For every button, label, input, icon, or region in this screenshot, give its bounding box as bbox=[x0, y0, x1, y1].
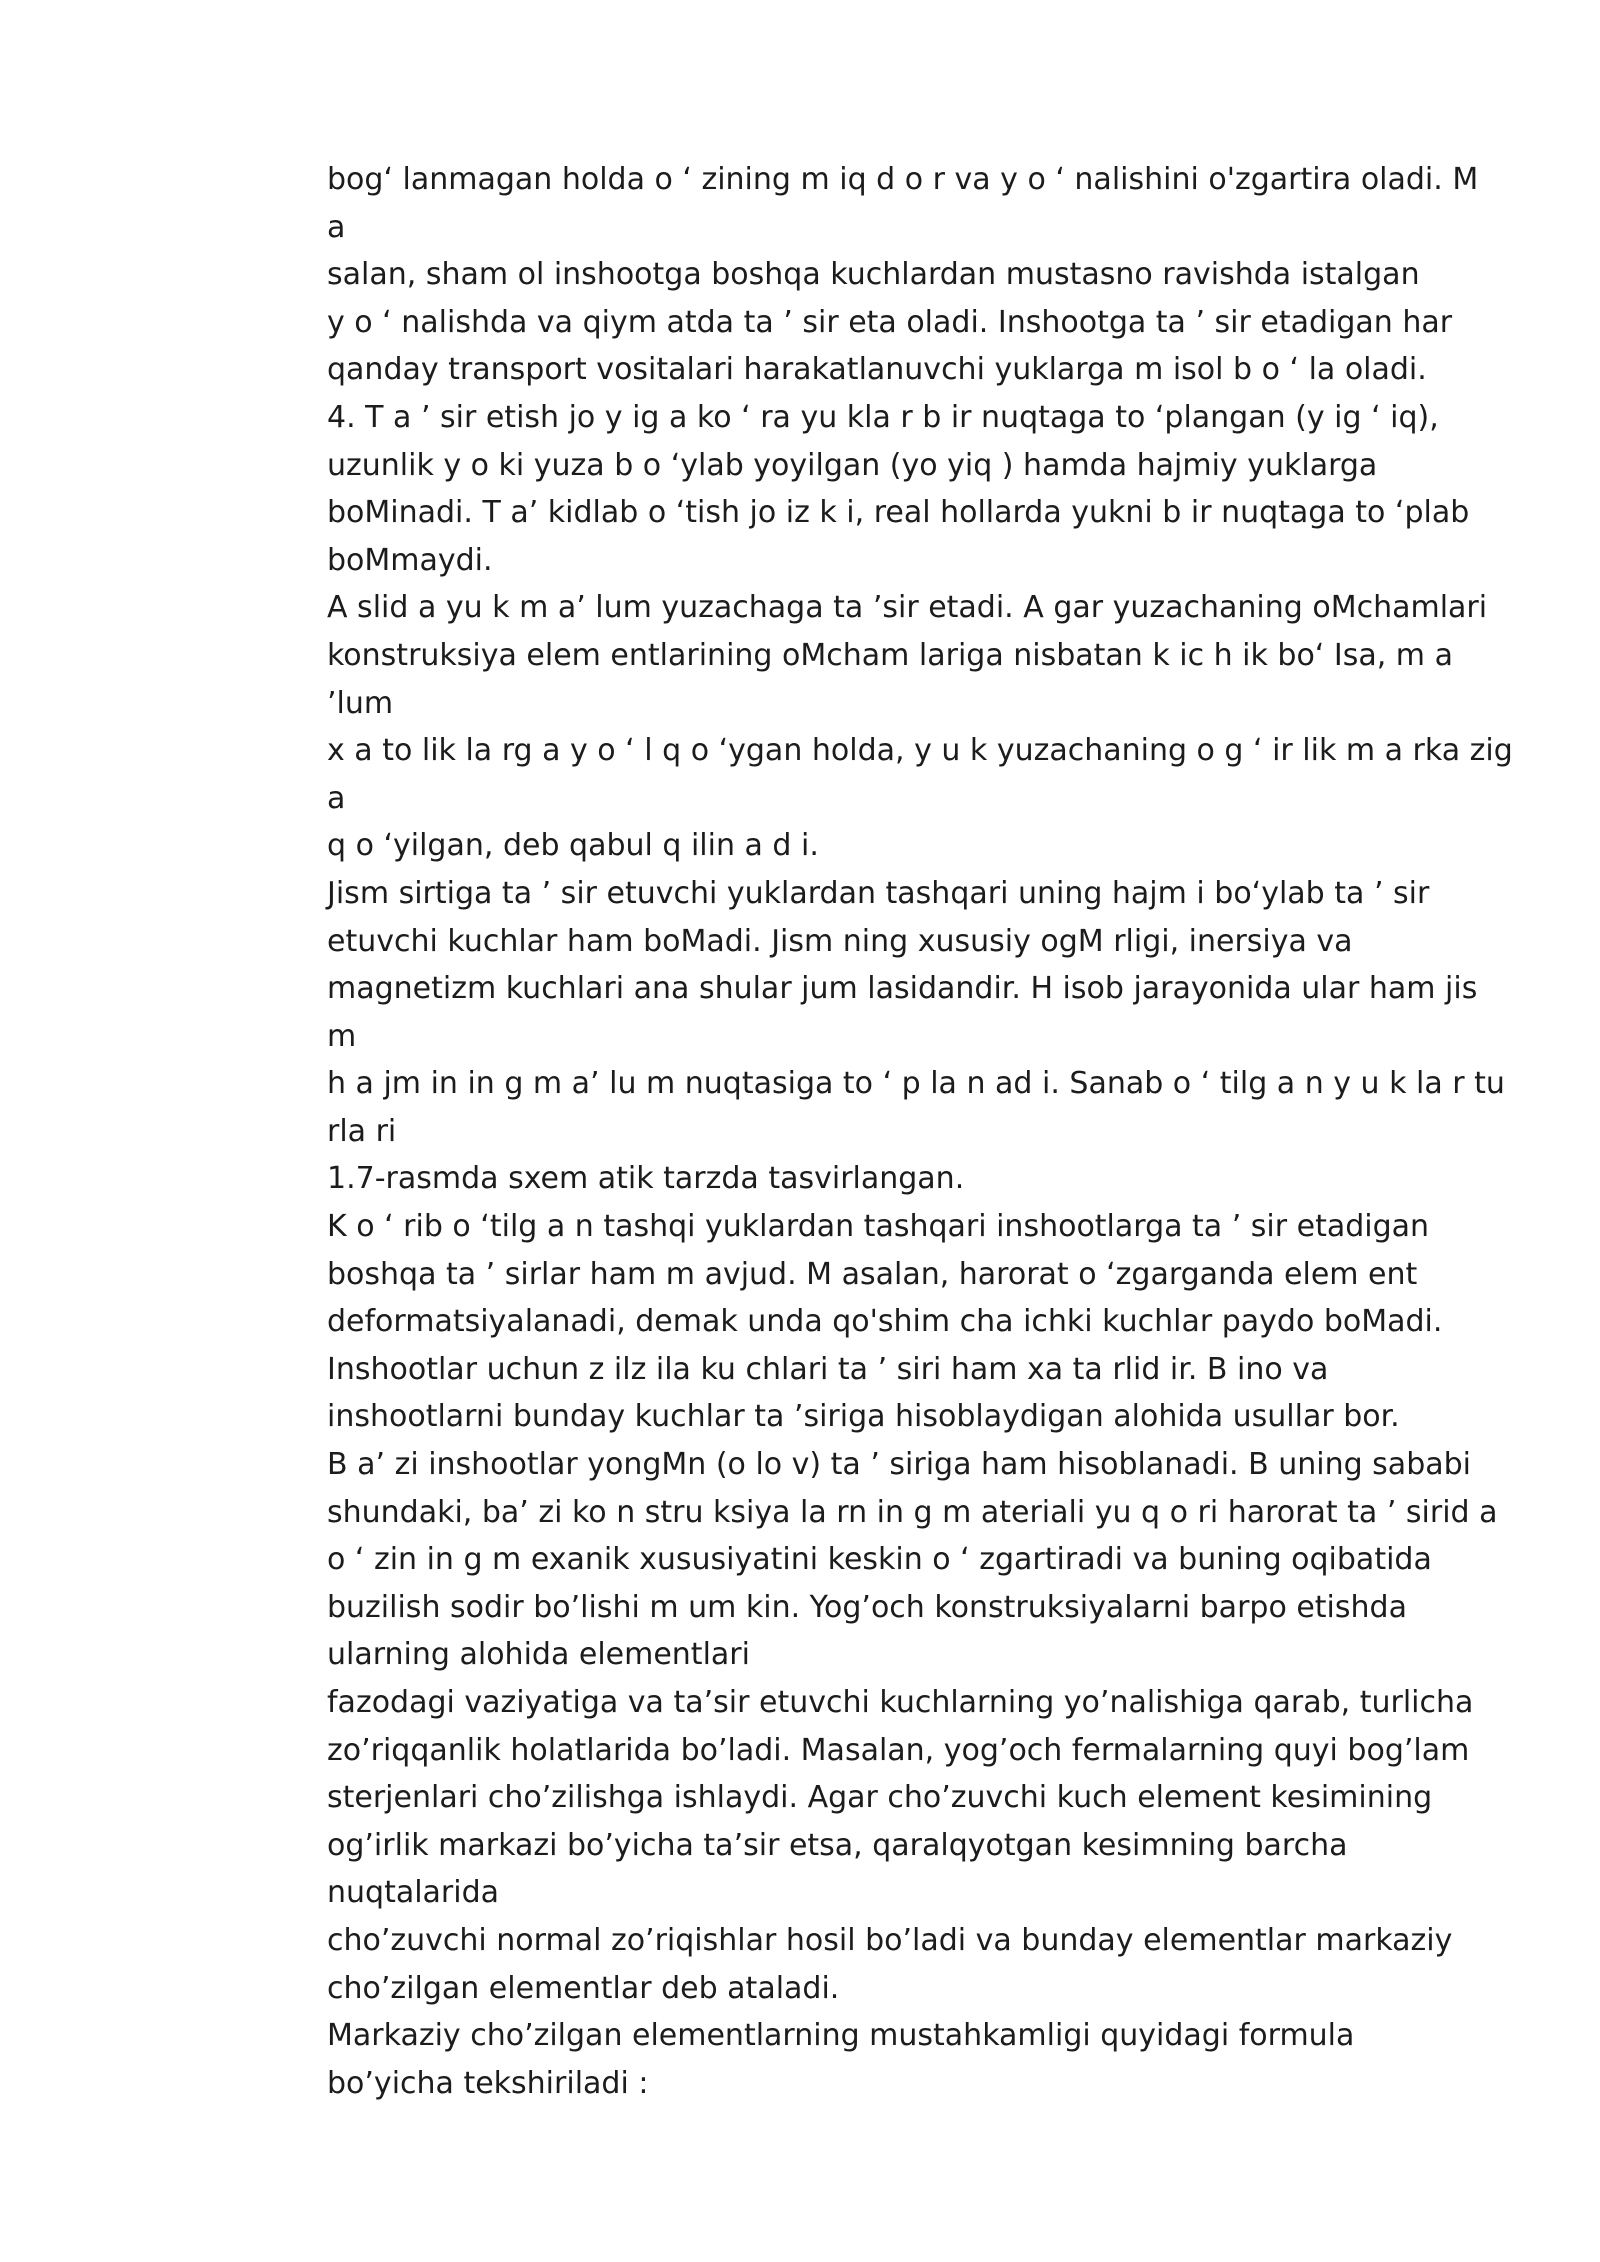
text-line: bog‘ lanmagan holda o ‘ zining m iq d o r va y o ‘ nalishini o'zgartira oladi. M bbox=[327, 162, 1479, 197]
text-line: salan, sham ol inshootga boshqa kuchlardan mustasno ravishda istalgan bbox=[327, 257, 1420, 293]
text-line: ’lum bbox=[327, 685, 394, 721]
text-line: zo’riqqanlik holatlarida bo’ladi. Masalan, yog’och fermalarning quyi bog’lam bbox=[327, 1732, 1470, 1768]
text-line: h a jm in in g m a’ lu m nuqtasiga to ‘ p la n ad i. Sanab o ‘ tilg a n y u k la r tu bbox=[327, 1066, 1505, 1102]
text-line: uzunlik y o ki yuza b o ‘ylab yoyilgan (yo yiq ) hamda hajmiy yuklarga bbox=[327, 447, 1378, 483]
body-text bbox=[327, 156, 1513, 2107]
text-line: o ‘ zin in g m exanik xususiyatini keskin o ‘ zgartiradi va buning oqibatida bbox=[327, 1542, 1432, 1578]
text-line: konstruksiya elem entlarining oMcham lariga nisbatan k ic h ik bo‘ Isa, m a bbox=[327, 637, 1453, 673]
text-line: buzilish sodir bo’lishi m um kin. Yog’och konstruksiyalarni barpo etishda bbox=[327, 1589, 1407, 1625]
text-line: B a’ zi inshootlar yongMn (o lo v) ta ’ siriga ham hisoblanadi. B uning sababi bbox=[327, 1447, 1471, 1483]
text-line: cho’zuvchi normal zo’riqishlar hosil bo’ladi va bunday elementlar markaziy bbox=[327, 1922, 1453, 1958]
text-line: inshootlarni bunday kuchlar ta ’siriga hisoblaydigan alohida usullar bor. bbox=[327, 1399, 1400, 1435]
text-line: m bbox=[327, 1018, 357, 1054]
text-line: deformatsiyalanadi, demak unda qo'shim cha ichki kuchlar paydo boMadi. bbox=[327, 1304, 1443, 1340]
text-line: rla ri bbox=[327, 1113, 397, 1149]
text-line: Markaziy cho’zilgan elementlarning mustahkamligi quyidagi formula bbox=[327, 2018, 1355, 2054]
text-line: 4. T a ’ sir etish jo y ig a ko ‘ ra yu kla r b ir nuqtaga to ‘plangan (y ig ‘ iq), bbox=[327, 399, 1439, 435]
text-line: A slid a yu k m a’ lum yuzachaga ta ’sir etadi. A gar yuzachaning oMchamlari bbox=[327, 590, 1488, 626]
text-line: boshqa ta ’ sirlar ham m avjud. M asalan, harorat o ‘zgarganda elem ent bbox=[327, 1256, 1418, 1292]
text-line: K o ‘ rib o ‘tilg a n tashqi yuklardan tashqari inshootlarga ta ’ sir etadigan bbox=[327, 1209, 1430, 1245]
text-line: cho’zilgan elementlar deb ataladi. bbox=[327, 1970, 840, 2006]
text-line: og’irlik markazi bo’yicha ta’sir etsa, qaralqyotgan kesimning barcha bbox=[327, 1827, 1348, 1863]
text-line: boMmaydi. bbox=[327, 542, 493, 578]
text-line: bo’yicha tekshiriladi : bbox=[327, 2065, 649, 2101]
text-line: y o ‘ nalishda va qiym atda ta ’ sir eta oladi. Inshootga ta ’ sir etadigan har bbox=[327, 304, 1453, 340]
text-line: boMinadi. T a’ kidlab o ‘tish jo iz k i, real hollarda yukni b ir nuqtaga to ‘plab bbox=[327, 495, 1470, 531]
text-line: nuqtalarida bbox=[327, 1875, 500, 1911]
text-line: fazodagi vaziyatiga va ta’sir etuvchi kuchlarning yo’nalishiga qarab, turlicha bbox=[327, 1685, 1474, 1720]
text-line: 1.7-rasmda sxem atik tarzda tasvirlangan. bbox=[327, 1161, 965, 1197]
text-line: Jism sirtiga ta ’ sir etuvchi yuklardan tashqari uning hajm i bo‘ylab ta ’ sir bbox=[327, 875, 1430, 911]
text-line: shundaki, ba’ zi ko n stru ksiya la rn in g m ateriali yu q o ri harorat ta ’ sirid a bbox=[327, 1494, 1498, 1530]
text-line: etuvchi kuchlar ham boMadi. Jism ning xususiy ogM rligi, inersiya va bbox=[327, 923, 1353, 959]
text-line: qanday transport vositalari harakatlanuvchi yuklarga m isol b o ‘ la oladi. bbox=[327, 352, 1427, 388]
text-line: Inshootlar uchun z ilz ila ku chlari ta ’ siri ham xa ta rlid ir. B ino va bbox=[327, 1351, 1329, 1387]
text-line: sterjenlari cho’zilishga ishlaydi. Agar cho’zuvchi kuch element kesimining bbox=[327, 1780, 1433, 1816]
text-line: x a to lik la rg a y o ‘ l q o ‘ygan holda, y u k yuzachaning o g ‘ ir lik m a rka zig bbox=[327, 733, 1513, 769]
text-line: q o ‘yilgan, deb qabul q ilin a d i. bbox=[327, 828, 819, 864]
text-line: magnetizm kuchlari ana shular jum lasidandir. H isob jarayonida ular ham jis bbox=[327, 971, 1478, 1007]
text-line: a bbox=[327, 209, 346, 245]
text-line: a bbox=[327, 780, 346, 816]
text-line: ularning alohida elementlari bbox=[327, 1637, 750, 1673]
